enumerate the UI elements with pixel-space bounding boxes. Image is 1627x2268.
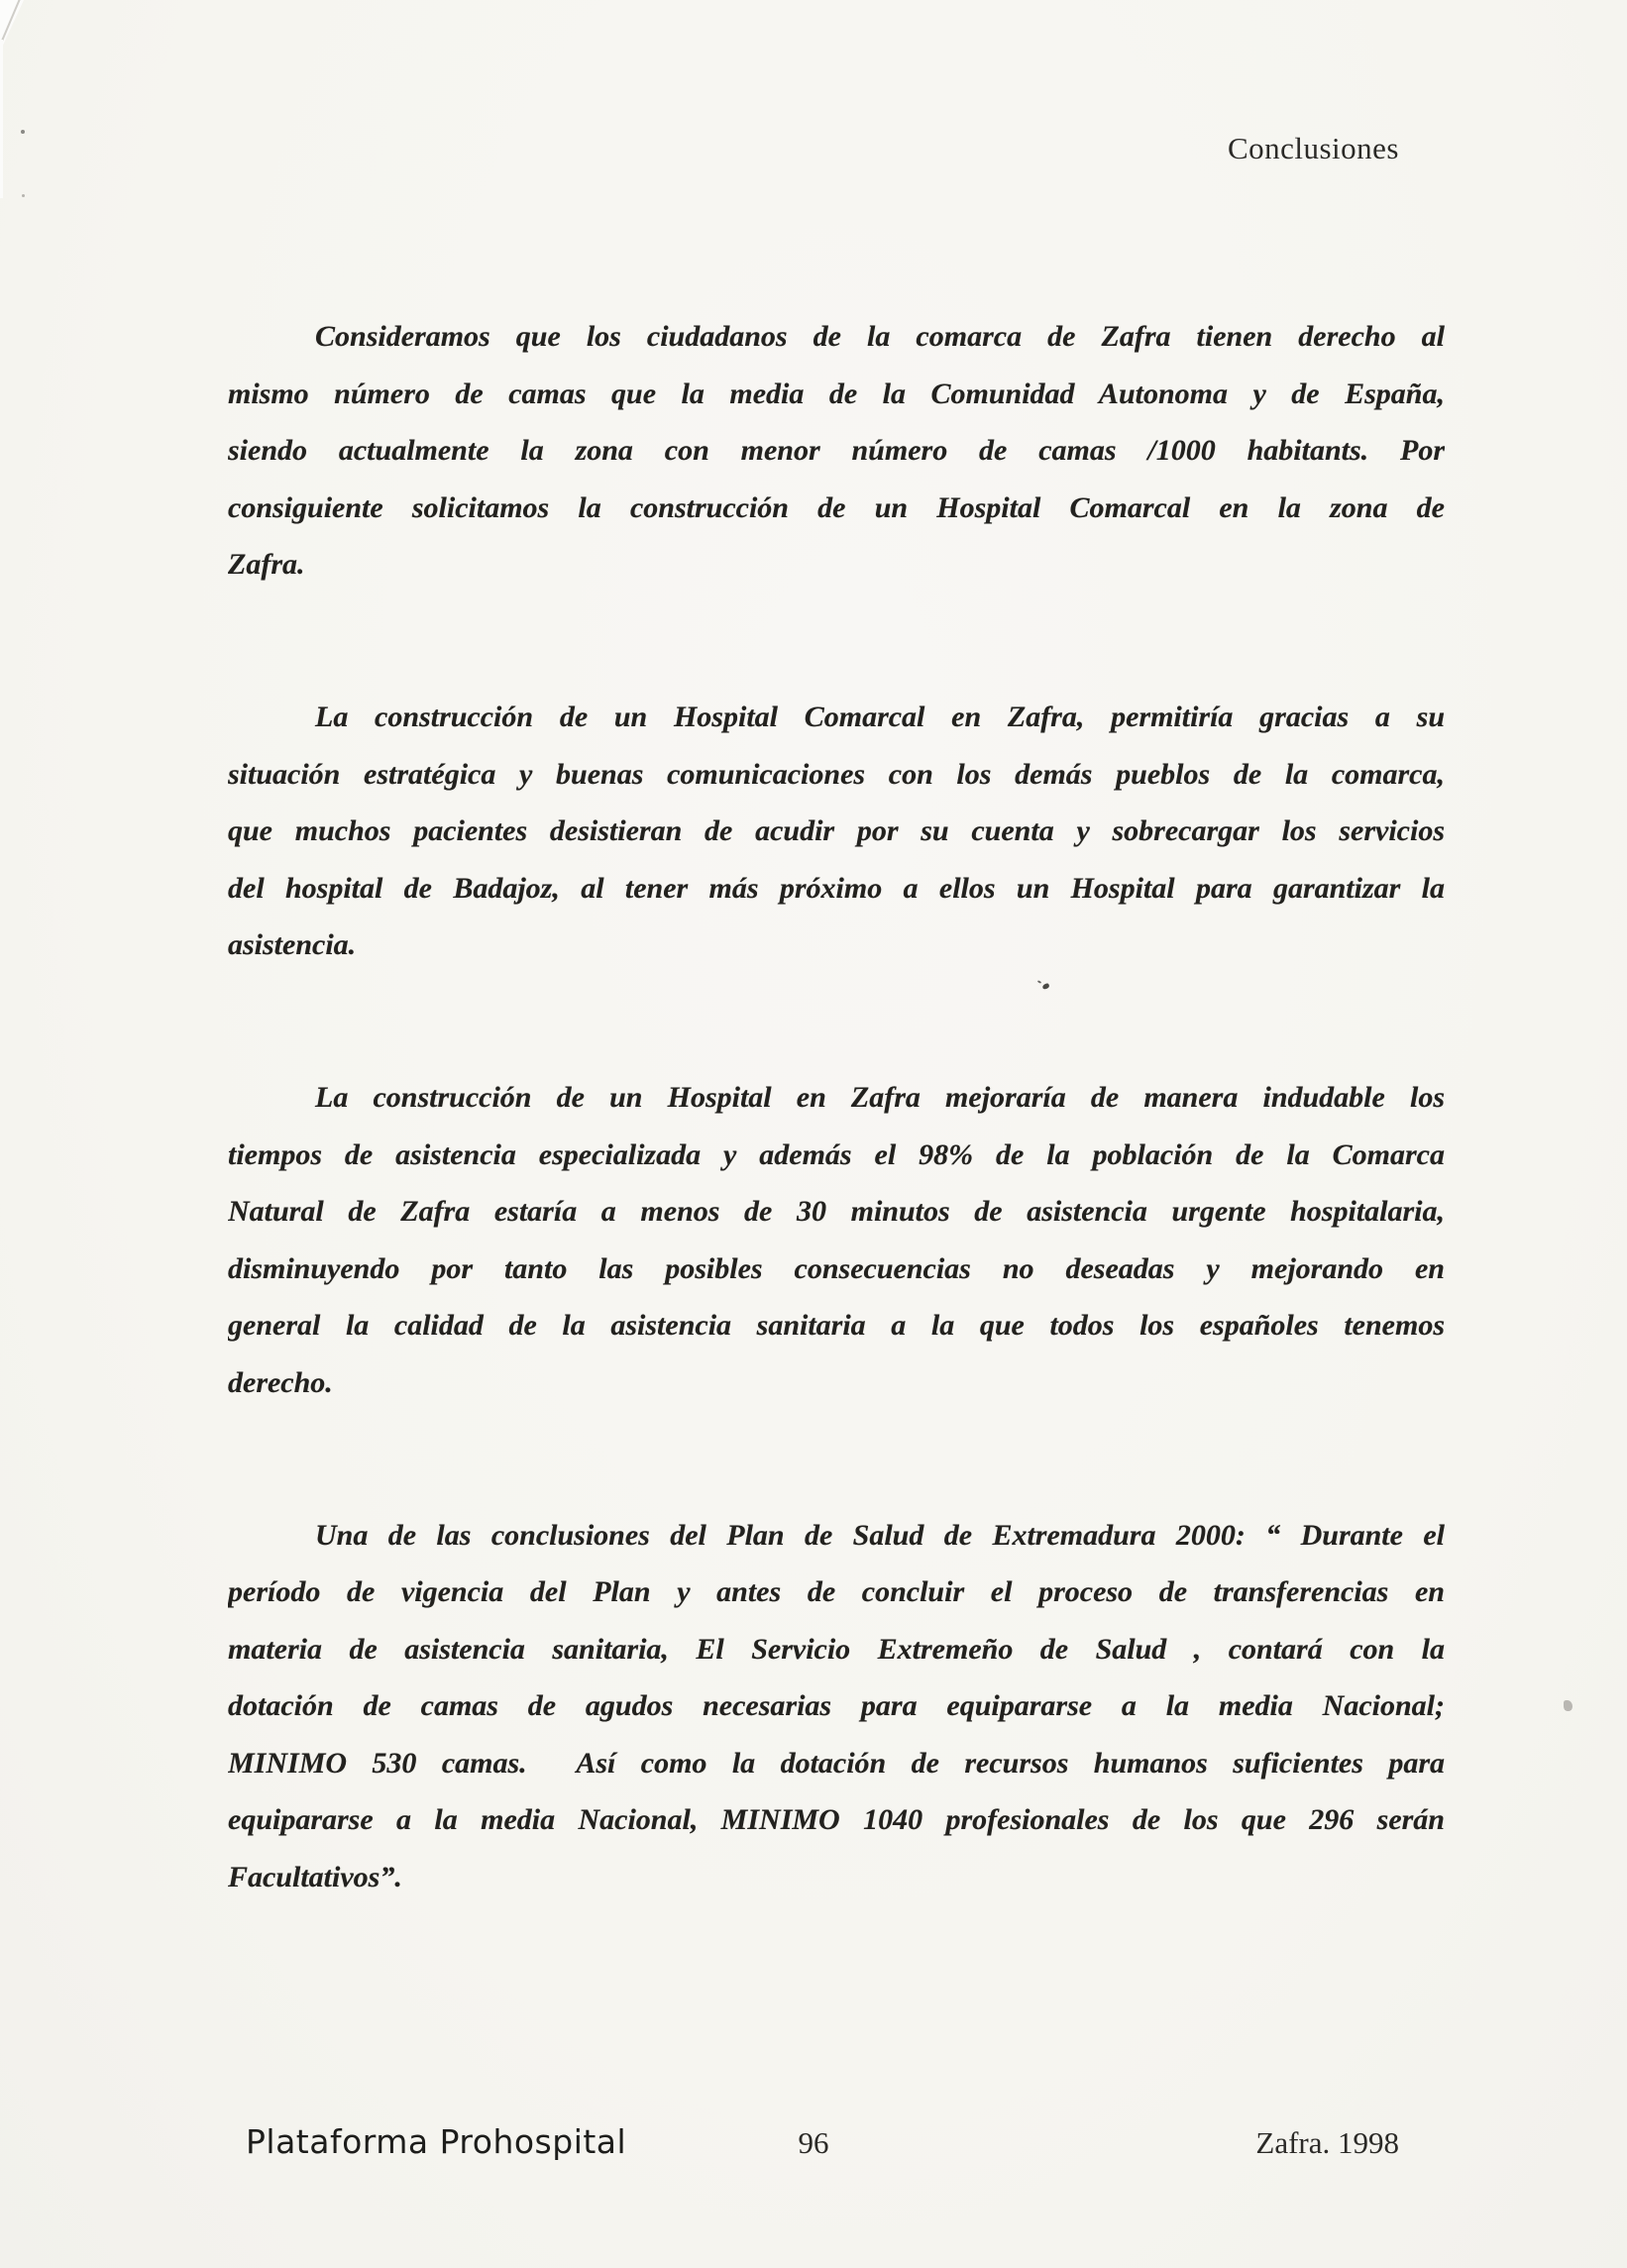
text-line: Zafra. — [228, 548, 305, 582]
paragraph — [228, 308, 1445, 594]
text-line: tiempos de asistencia especializada y además el 98% de la población de la Comarca — [228, 1137, 1445, 1171]
paragraph — [228, 1507, 1445, 1906]
scan-left-edge — [0, 40, 3, 198]
document-body — [228, 308, 1445, 2001]
text-line: período de vigencia del Plan y antes de concluir el proceso de transferencias en — [228, 1575, 1445, 1609]
text-line: asistencia. — [228, 928, 357, 962]
scan-corner-fold — [0, 0, 24, 52]
scan-speck — [22, 194, 25, 197]
text-line: dotación de camas de agudos necesarias para equipararse a la media Nacional; — [228, 1689, 1445, 1723]
footer-organization: Plataforma Prohospital — [246, 2122, 627, 2161]
scan-smudge — [1564, 1700, 1573, 1711]
text-line: MINIMO 530 camas. Así como la dotación de recursos humanos suficientes para — [228, 1746, 1445, 1780]
text-line: Facultativos”. — [228, 1861, 402, 1894]
text-line: mismo número de camas que la media de la Comunidad Autonoma y de España, — [228, 377, 1445, 410]
text-line: La construcción de un Hospital en Zafra mejoraría de manera indudable los — [315, 1080, 1445, 1114]
footer-place-year: Zafra. 1998 — [1255, 2125, 1399, 2160]
text-line: equipararse a la media Nacional, MINIMO 1040 profesionales de los que 296 serán — [228, 1803, 1445, 1837]
text-line: Consideramos que los ciudadanos de la comarca de Zafra tienen derecho al — [315, 320, 1445, 353]
paragraph — [228, 1069, 1445, 1412]
text-line: Natural de Zafra estaría a menos de 30 minutos de asistencia urgente hospitalaria, — [228, 1195, 1445, 1229]
running-header: Conclusiones — [1227, 131, 1399, 165]
text-line: general la calidad de la asistencia sanitaria a la que todos los españoles tenemos — [228, 1309, 1445, 1343]
text-line: situación estratégica y buenas comunicaciones con los demás pueblos de la comarca, — [228, 757, 1445, 791]
text-line: del hospital de Badajoz, al tener más próximo a ellos un Hospital para garantizar la — [228, 871, 1445, 905]
text-line: disminuyendo por tanto las posibles consecuencias no deseadas y mejorando en — [228, 1251, 1445, 1285]
text-line: siendo actualmente la zona con menor número de camas /1000 habitants. Por — [228, 434, 1445, 468]
text-line: consiguiente solicitamos la construcción de un Hospital Comarcal en la zona de — [228, 490, 1445, 524]
text-line: La construcción de un Hospital Comarcal en Zafra, permitiría gracias a su — [315, 700, 1445, 733]
paragraph — [228, 689, 1445, 974]
text-line: derecho. — [228, 1365, 333, 1399]
text-line: materia de asistencia sanitaria, El Servicio Extremeño de Salud , contará con la — [228, 1632, 1445, 1666]
text-line: que muchos pacientes desistieran de acudir por su cuenta y sobrecargar los servicios — [228, 814, 1445, 848]
text-line: Una de las conclusiones del Plan de Salud de Extremadura 2000: “ Durante el — [315, 1518, 1445, 1552]
footer-page-number: 96 — [798, 2125, 829, 2160]
scan-speck — [21, 130, 25, 134]
